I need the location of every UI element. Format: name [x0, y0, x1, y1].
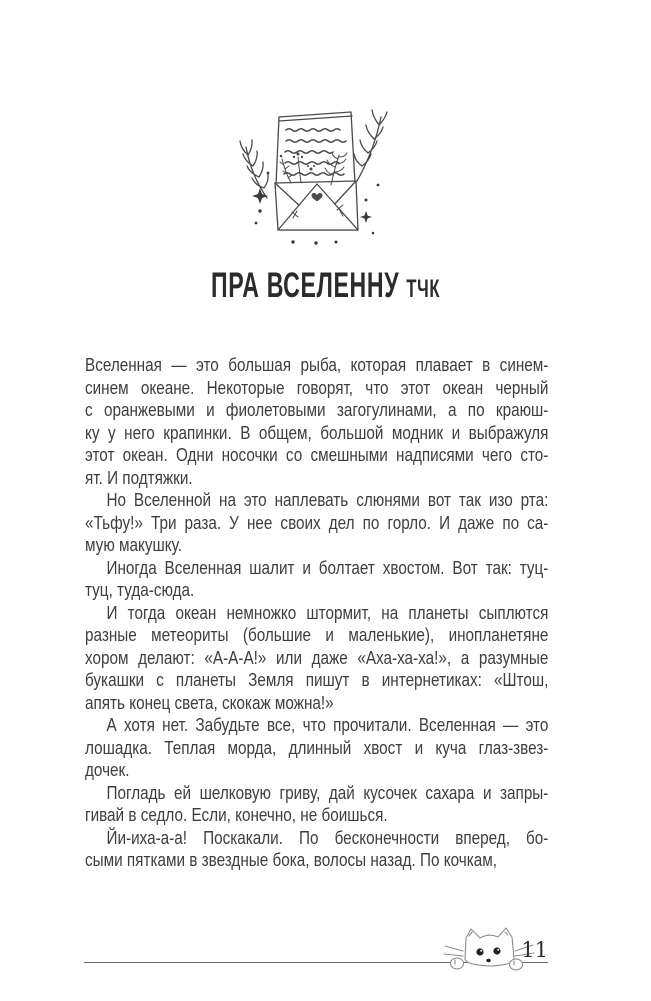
right-branch-icon [354, 110, 387, 181]
text-line: Погладь ей шелковую гриву, дай кусочек сахара и запры- [106, 781, 549, 803]
paragraph [85, 354, 548, 489]
chapter-title [0, 266, 651, 309]
text-line: хором делают: «А-А-А!» или даже «Аха-ха-ха!», а разумные [85, 646, 549, 668]
envelope-letter-illustration [233, 103, 395, 255]
text-line: этот океан. Одни носочки со смешными надписями чего сто- [85, 444, 549, 465]
text-line: А хотя нет. Забудьте все, что прочитали. Вселенная — это [106, 714, 549, 735]
text-line: гивай в седло. Если, конечно, не боишься. [85, 804, 388, 825]
text-line: лошадка. Теплая морда, длинный хвост и куча глаз-звез- [85, 736, 549, 758]
text-line: ку у него крапинки. В общем, большой модник и выбражуля [85, 421, 549, 443]
page-number: 11 [521, 938, 548, 962]
text-line: туц, туда-сюда. [85, 579, 195, 600]
text-line: синем океане. Некоторые говорят, что этот океан черный [85, 376, 549, 398]
text-line: букашки с планеты Земля пишут в интернетиках: «Штош, [85, 669, 549, 690]
text-line: ят. И подтяжки. [85, 466, 193, 488]
left-branch-icon [240, 140, 268, 198]
paragraph [85, 714, 548, 782]
text-line: сыми пятками в звездные бока, волосы назад. По кочкам, [85, 849, 497, 870]
text-line: разные метеориты (большие и маленькие), инопланетяне [85, 624, 549, 645]
chapter-title-suffix: ТЧК [406, 275, 441, 303]
text-line: мую макушку. [85, 534, 183, 555]
text-line: Но Вселенной на это наплевать слюнями вот так изо рта: [106, 489, 549, 510]
text-line: с оранжевыми и фиолетовыми загогулинами, а по краюш- [85, 399, 549, 420]
text-line: Йи-иха-а-а! Поскакали. По бесконечности вперед, бо- [106, 826, 549, 848]
paragraph [85, 827, 548, 872]
text-line: Иногда Вселенная шалит и болтает хвостом. Вот так: туц- [106, 556, 549, 578]
cat-paw-icon [451, 958, 464, 969]
text-line: И тогда океан немножко штормит, на планеты сыплются [106, 601, 549, 623]
text-line: Вселенная — это большая рыба, которая плавает в синем- [85, 354, 549, 375]
text-line: апять конец света, скокаж можна!» [85, 691, 334, 713]
text-line: «Тьфу!» Три раза. У нее своих дел по горло. И даже по са- [85, 511, 549, 533]
paragraph [85, 602, 548, 715]
letter-icon [276, 112, 355, 185]
body-text [85, 354, 548, 872]
paragraph [85, 782, 548, 827]
text-line: дочек. [85, 759, 130, 780]
paragraph [85, 489, 548, 557]
paragraph [85, 557, 548, 602]
chapter-title-main: ПРА ВСЕЛЕННУ [210, 266, 400, 305]
